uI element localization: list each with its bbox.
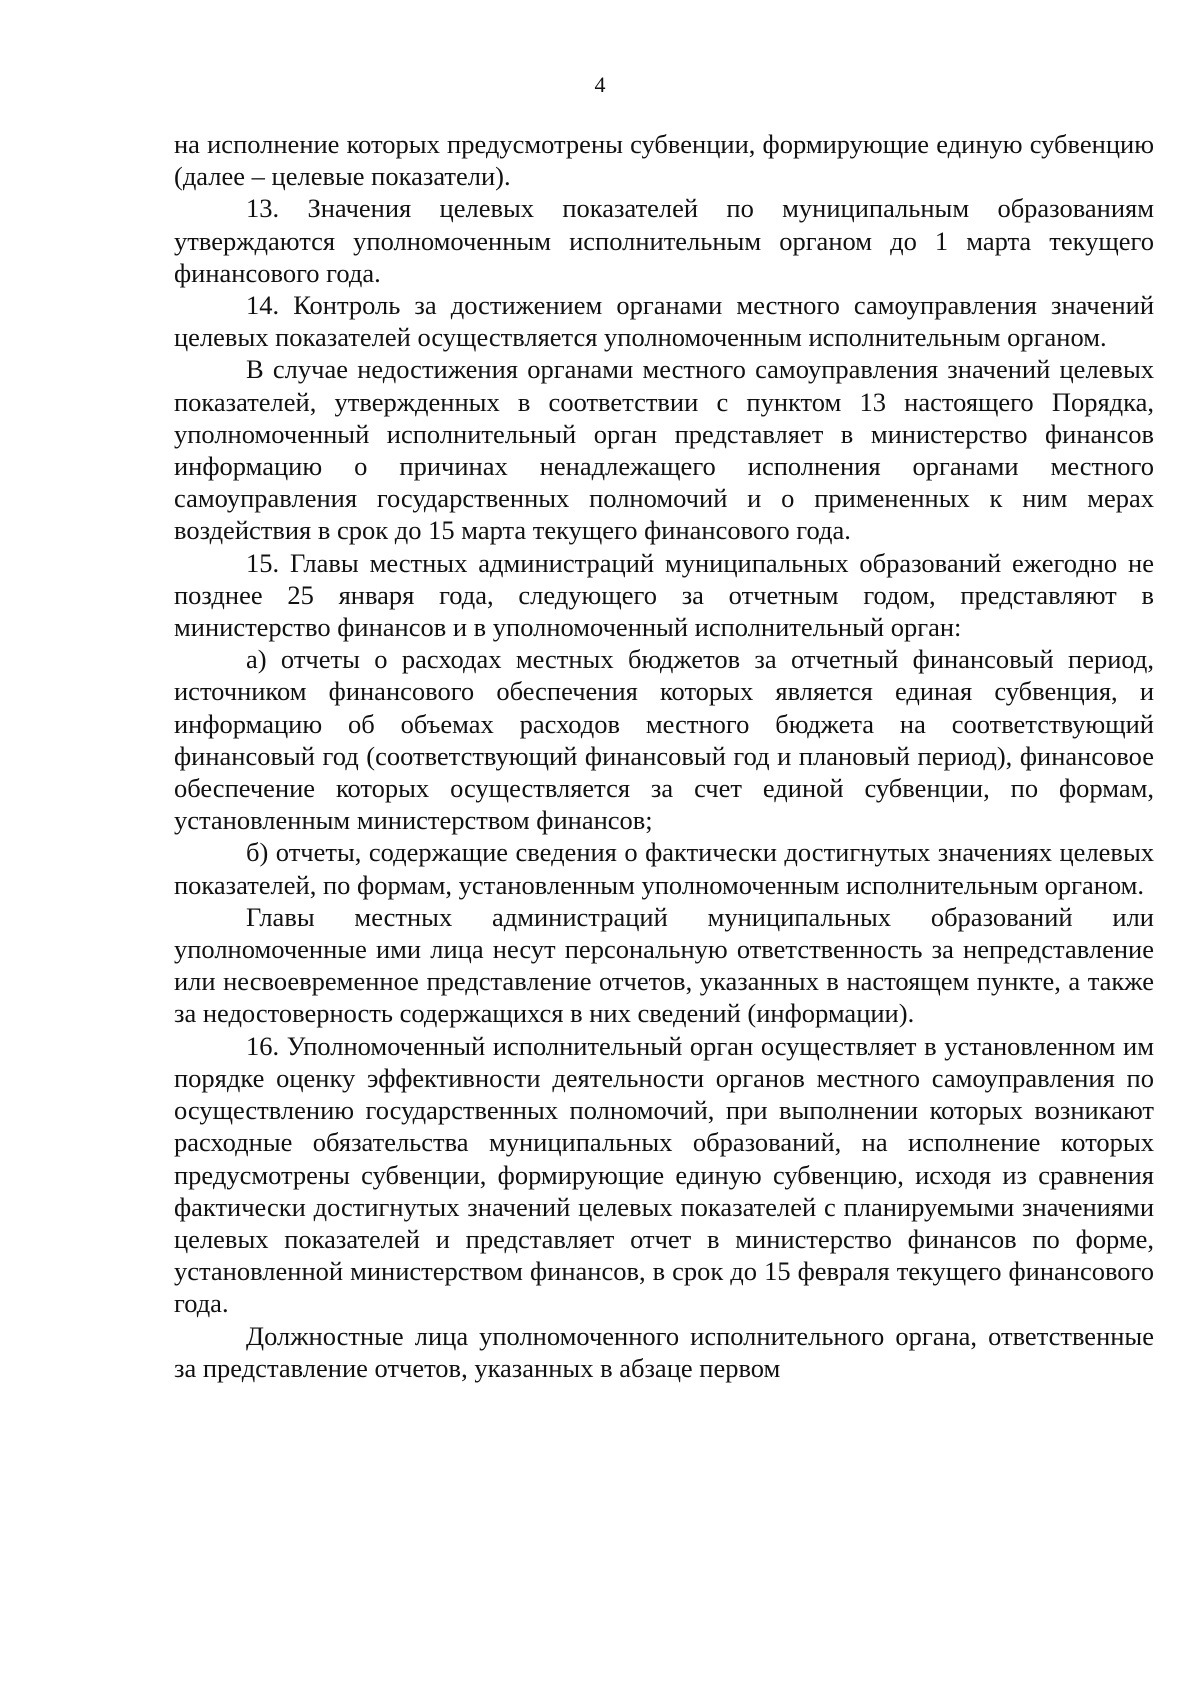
paragraph-item-16-officials: Должностные лица уполномоченного исполнительного органа, ответственные за представление отчетов, указанных в абзаце первом	[174, 1320, 1154, 1383]
paragraph-item-16: 16. Уполномоченный исполнительный орган осуществляет в установленном им порядке оценку эффективности деятельности органов местного самоуправления по осуществлению государственных полномочий, при выполнении которых возникают расходные обязательства муниципальных образований, на исполнение которых предусмотрены субвенции, формирующие единую субвенцию, исходя из сравнения фактически достигнутых значений целевых показателей с планируемыми значениями целевых показателей и представляет отчет в министерство финансов по форме, установленной министерством финансов, в срок до 15 февраля текущего финансового года.	[174, 1030, 1154, 1319]
page-number: 4	[594, 72, 606, 97]
paragraph-item-14: 14. Контроль за достижением органами местного самоуправления значений целевых показателей осуществляется уполномоченным исполнительным органом.	[174, 290, 1154, 353]
paragraph-item-15-b: б) отчеты, содержащие сведения о фактически достигнутых значениях целевых показателей, по формам, установленным уполномоченным исполнительным органом.	[174, 837, 1154, 900]
paragraph-item-14-underachievement: В случае недостижения органами местного самоуправления значений целевых показателей, утвержденных в соответствии с пунктом 13 настоящего Порядка, уполномоченный исполнительный орган представляет в министерство финансов информацию о причинах ненадлежащего исполнения органами местного самоуправления государственных полномочий и о примененных к ним мерах воздействия в срок до 15 марта текущего финансового года.	[174, 354, 1154, 546]
paragraph-item-15-responsibility: Главы местных администраций муниципальных образований или уполномоченные ими лица несут персональную ответственность за непредставление или несвоевременное представление отчетов, указанных в настоящем пункте, а также за недостоверность содержащихся в них сведений (информации).	[174, 901, 1154, 1029]
paragraph-item-15: 15. Главы местных администраций муниципальных образований ежегодно не позднее 25 января года, следующего за отчетным годом, представляют в министерство финансов и в уполномоченный исполнительный орган:	[174, 547, 1154, 643]
paragraph-continuation: на исполнение которых предусмотрены субвенции, формирующие единую субвенцию (далее – целевые показатели).	[174, 129, 1154, 192]
document-body	[174, 128, 1154, 1384]
paragraph-item-13: 13. Значения целевых показателей по муниципальным образованиям утверждаются уполномоченным исполнительным органом до 1 марта текущего финансового года.	[174, 193, 1154, 288]
paragraph-item-15-a: а) отчеты о расходах местных бюджетов за отчетный финансовый период, источником финансового обеспечения которых является единая субвенция, и информацию об объемах расходов местного бюджета на соответствующий финансовый год (соответствующий финансовый год и плановый период), финансовое обеспечение которых осуществляется за счет единой субвенции, по формам, установленным министерством финансов;	[174, 644, 1154, 836]
